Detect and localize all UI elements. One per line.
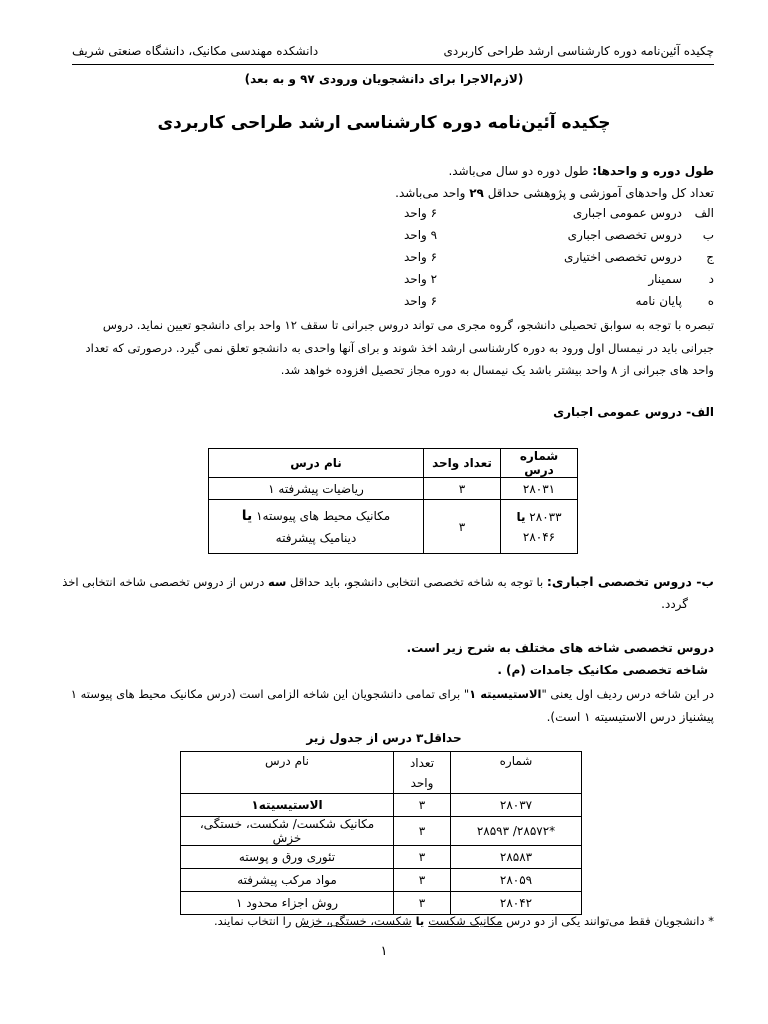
course-name: روش اجزاء محدود ۱ <box>181 892 394 915</box>
section-b-text: درس از دروس تخصصی شاخه انتخابی اخذ <box>62 575 268 589</box>
col-header-number: شماره درس <box>501 449 578 478</box>
applicability-notice: (لازم‌الاجرا برای دانشجویان ورودی ۹۷ و به بعد) <box>244 72 524 86</box>
section-b-label: ب- دروس تخصصی اجباری: <box>546 574 714 589</box>
page-title: چکیده آئین‌نامه دوره کارشناسی ارشد طراحی کاربردی <box>157 113 611 133</box>
or-text: یا <box>516 509 526 524</box>
course-name: دینامیک پیشرفته <box>275 530 357 545</box>
branch-text: در این شاخه درس ردیف اول یعنی " <box>541 687 714 701</box>
solid-mechanics-title: شاخه تخصصی مکانیک جامدات (م) . <box>497 663 708 677</box>
course-name: مکانیک محیط های پیوسته۱ <box>256 508 391 523</box>
course-units: ۳ <box>394 794 451 817</box>
course-name: مواد مرکب پیشرفته <box>181 869 394 892</box>
col-header-units: تعداد واحد <box>424 449 501 478</box>
list-letter: الف <box>694 206 714 220</box>
table-row <box>209 500 578 554</box>
footnote-text: را انتخاب نمایند. <box>213 914 296 928</box>
unit-breakdown-list <box>404 206 714 316</box>
table-row <box>209 478 578 500</box>
note-line-3: واحد های جبرانی از ۸ واحد بیشتر باشد یک نیمسال به دوره مجاز تحصیل افزوده خواهد شد. <box>280 363 714 377</box>
list-letter: ج <box>706 250 714 264</box>
list-units: ۹ واحد <box>404 228 438 242</box>
header-course-title: چکیده آئین‌نامه دوره کارشناسی ارشد طراحی کاربردی <box>443 44 714 58</box>
footnote <box>72 910 714 932</box>
total-units-after: واحد می‌باشد. <box>395 186 470 200</box>
list-letter: د <box>708 272 714 286</box>
table-caption: حداقل۳ درس از جدول زیر <box>306 731 462 745</box>
branch-emphasis: الاستیسیته ۱ <box>469 687 542 701</box>
course-number-cell <box>501 500 578 554</box>
table-row <box>181 817 582 846</box>
note-line-2: جبرانی باید در نیمسال اول ورود به دوره کارشناسی ارشد اخذ شوند و برای آنها واحدی به دانشجو تعلق نمی گیرد. درصورتی که تعداد <box>85 341 714 355</box>
table-header-row <box>181 752 582 794</box>
total-units-line <box>72 182 714 204</box>
duration-text: طول دوره دو سال می‌باشد. <box>448 164 593 178</box>
course-name: الاستیسیته۱ <box>181 794 394 817</box>
general-courses-table <box>208 448 578 554</box>
list-units: ۲ واحد <box>404 272 438 286</box>
course-name: تئوری ورق و پوسته <box>181 846 394 869</box>
table-header-row <box>209 449 578 478</box>
header-faculty: دانشکده مهندسی مکانیک، دانشگاه صنعتی شریف <box>72 44 319 58</box>
course-units: ۳ <box>394 892 451 915</box>
table-row <box>181 794 582 817</box>
course-number: ۲۸۰۳۷ <box>451 794 582 817</box>
course-name: ریاضیات پیشرفته ۱ <box>209 478 424 500</box>
list-item <box>404 228 714 250</box>
branch-description-line-2: پیشنیاز درس الاستیسیته ۱ است). <box>546 710 714 724</box>
section-a-title: الف- دروس عمومی اجباری <box>553 405 714 419</box>
course-number: ۲۸۰۳۳ <box>529 509 562 524</box>
list-units: ۶ واحد <box>404 206 438 220</box>
branch-description-line-1 <box>72 683 714 705</box>
course-number: ۲۸۰۴۲ <box>451 892 582 915</box>
list-item <box>404 250 714 272</box>
total-units-before: تعداد کل واحدهای آموزشی و پژوهشی حداقل <box>483 186 714 200</box>
section-b-line-1 <box>62 571 714 593</box>
list-letter: ب <box>702 228 714 242</box>
duration-line <box>72 160 714 182</box>
total-units-number: ۲۹ <box>469 186 484 200</box>
footnote-course: مکانیک شکست <box>428 914 503 928</box>
course-units: ۳ <box>394 869 451 892</box>
list-name: سمینار <box>648 272 682 286</box>
solid-mechanics-courses-table <box>180 751 582 915</box>
list-name: دروس تخصصی اختیاری <box>564 250 682 264</box>
course-units: ۳ <box>394 817 451 846</box>
list-name: دروس عمومی اجباری <box>572 206 682 220</box>
course-number: ۲۸۰۵۹ <box>451 869 582 892</box>
course-number: ۲۸۰۳۱ <box>501 478 578 500</box>
col-header-name: نام درس <box>181 752 394 794</box>
section-b-line-2: گردد. <box>661 597 688 611</box>
footnote-course: شکست، خستگی، خزش <box>295 914 412 928</box>
table-row <box>181 869 582 892</box>
branches-title: دروس تخصصی شاخه های مختلف به شرح زیر است. <box>406 641 714 655</box>
course-units: ۳ <box>424 478 501 500</box>
course-name-cell <box>209 500 424 554</box>
col-header-number: شماره <box>451 752 582 794</box>
course-name: مکانیک شکست/ شکست، خستگی، خزش <box>181 817 394 846</box>
list-item <box>404 206 714 228</box>
course-number: *۲۸۵۷۲/ ۲۸۵۹۳ <box>451 817 582 846</box>
section-b-emphasis: سه <box>268 575 287 589</box>
list-item <box>404 272 714 294</box>
list-item <box>404 294 714 316</box>
col-header-units-a: تعداد <box>409 755 435 770</box>
note-line-1: تبصره با توجه به سوابق تحصیلی دانشجو، گروه مجری می تواند دروس جبرانی تا سقف ۱۲ واحد برای دانشجو تعیین نماید. دروس <box>102 318 714 332</box>
running-header <box>72 44 714 65</box>
section-b-text: با توجه به شاخه تخصصی انتخابی دانشجو، باید حداقل <box>286 575 547 589</box>
branch-text: " برای تمامی دانشجویان این شاخه الزامی است (درس مکانیک محیط های پیوسته ۱ <box>70 687 470 701</box>
footnote-text: * دانشجویان فقط می‌توانند یکی از دو درس <box>502 914 714 928</box>
list-name: پایان نامه <box>635 294 682 308</box>
col-header-name: نام درس <box>209 449 424 478</box>
or-text: یا <box>241 507 253 524</box>
list-letter: ه <box>707 294 714 308</box>
footnote-or: یا <box>411 914 429 928</box>
list-units: ۶ واحد <box>404 250 438 264</box>
page-number: ۱ <box>380 944 388 959</box>
table-row <box>181 846 582 869</box>
course-units: ۳ <box>424 500 501 554</box>
course-number: ۲۸۰۴۶ <box>522 529 556 544</box>
course-number: ۲۸۵۸۳ <box>451 846 582 869</box>
list-name: دروس تخصصی اجباری <box>567 228 682 242</box>
duration-label: طول دوره و واحدها: <box>592 164 714 178</box>
list-units: ۶ واحد <box>404 294 438 308</box>
course-units: ۳ <box>394 846 451 869</box>
col-header-units <box>394 752 451 794</box>
col-header-units-b: واحد <box>410 775 434 790</box>
